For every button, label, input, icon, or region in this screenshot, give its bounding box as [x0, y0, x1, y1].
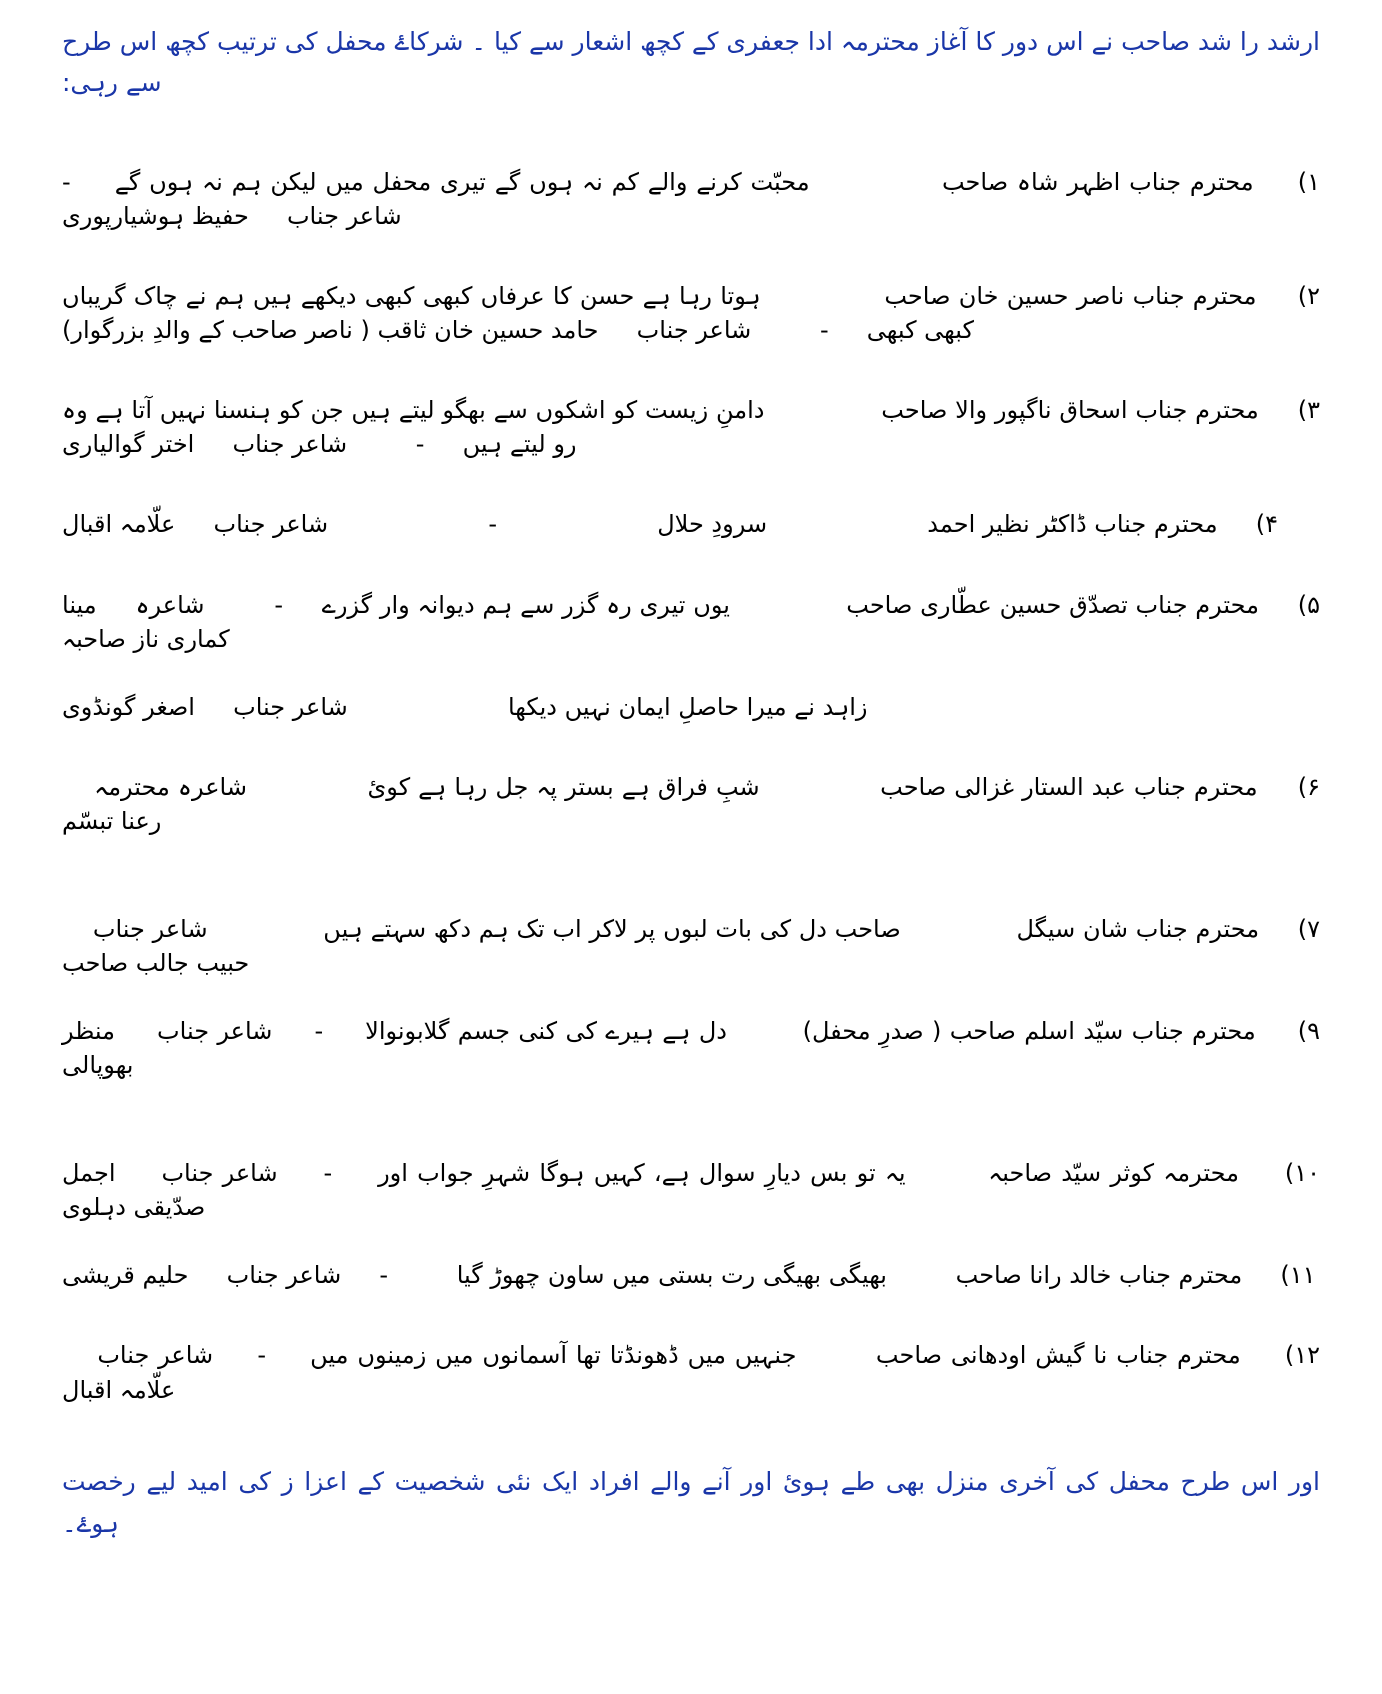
participant-entry-list [62, 165, 1320, 1407]
entry-presenter: محترم جناب خالد رانا صاحب [955, 1261, 1243, 1290]
entry-poet-label: شاعرہ [135, 590, 205, 619]
entry-poet: حفیظ ہوشیارپوری [62, 202, 249, 231]
entry-dash: - [62, 168, 71, 196]
entry-poet-label: شاعر جناب [286, 202, 402, 231]
entry-poet: اجمل صدّیقی دہلوی [62, 1159, 206, 1222]
entry-number: ۷) [1297, 914, 1321, 943]
entry-verse: سرودِ حلال [657, 510, 768, 539]
entry-poet-label: شاعر جناب [97, 1341, 214, 1370]
entry-number: ۵) [1297, 590, 1321, 619]
entry-verse: بھیگی بھیگی رت بستی میں ساون چھوڑ گیا [456, 1261, 887, 1290]
entry-dash: - [379, 1261, 389, 1290]
entry-poet-label: شاعر جناب [233, 692, 348, 721]
entry-verse: صاحب دل کی بات لبوں پر لاکر اب تک ہم دکھ سہتے ہیں [323, 914, 901, 943]
entry-poet: علّامہ اقبال [62, 510, 176, 539]
entry-12 [62, 1338, 1320, 1406]
entry-number: ۱۰) [1284, 1159, 1321, 1188]
entry-presenter: محترم جناب ڈاکٹر نظیر احمد [927, 510, 1218, 539]
entry-poet-label: شاعر جناب [92, 914, 208, 943]
outro-paragraph: اور اس طرح محفل کی آخری منزل بھی طے ہوئ اور آنے والے افراد ایک نئی شخصیت کے اعزا ز کی امید لیے رخصت ہوۓ۔ [62, 1466, 1320, 1539]
entry-presenter: محترم جناب ناصر حسین خان صاحب [884, 282, 1257, 311]
entry-dash: - [274, 590, 283, 619]
entry-verse: یوں تیری رہ گزر سے ہم دیوانہ وار گزرے [321, 590, 730, 619]
entry-verse: محبّت کرنے والے کم نہ ہوں گے تیری محفل میں لیکن ہم نہ ہوں گے [114, 168, 810, 196]
entry-poet: حامد حسین خان ثاقب ( ناصر صاحب کے والدِ بزرگوار) [62, 316, 599, 345]
entry-poet-label: شاعر جناب [213, 510, 329, 539]
entry-number: ۲) [1297, 282, 1320, 311]
entry-dash: - [323, 1159, 333, 1188]
entry-standalone-couplet [62, 690, 1320, 724]
entry-1 [62, 165, 1320, 233]
entry-poet: حبیب جالب صاحب [62, 949, 250, 978]
entry-number: ۱) [1297, 168, 1320, 196]
entry-poet-label: شاعر جناب [161, 1159, 278, 1188]
entry-poet: رعنا تبسّم [62, 806, 162, 835]
entry-9 [62, 1014, 1320, 1082]
entry-presenter: محترم جناب نا گیش اودھانی صاحب [875, 1341, 1241, 1370]
entry-presenter: محترم جناب سیّد اسلم صاحب ( صدرِ محفل) [802, 1017, 1256, 1046]
entry-11 [62, 1258, 1320, 1292]
entry-2 [62, 279, 1320, 347]
entry-dash: - [488, 510, 497, 539]
entry-verse: زاہد نے میرا حاصلِ ایمان نہیں دیکھا [507, 692, 868, 721]
entry-3 [62, 393, 1320, 461]
entry-poet-label: شاعر جناب [157, 1017, 273, 1046]
entry-dash: - [257, 1341, 266, 1370]
entry-poet: حلیم قریشی [62, 1261, 189, 1290]
entry-poet-label: شاعر جناب [636, 316, 752, 345]
entry-verse: دامنِ زیست کو اشکوں سے بھگو لیتے ہیں جن کو ہنسنا نہیں آتا ہے وہ رو لیتے ہیں [62, 396, 765, 459]
entry-number: ۱۲) [1284, 1341, 1321, 1370]
entry-10 [62, 1156, 1320, 1224]
entry-number: ۹) [1297, 1017, 1321, 1046]
entry-number: ۱۱) [1280, 1261, 1316, 1290]
entry-7 [62, 912, 1320, 980]
entry-dash: - [415, 430, 425, 459]
entry-verse: یہ تو بس دیارِ سوال ہے، کہیں ہوگا شہرِ جواب اور [378, 1159, 906, 1188]
entry-poet: منظر بھوپالی [62, 1017, 134, 1080]
entry-poet-label: شاعر جناب [226, 1261, 342, 1290]
entry-poet-label: شاعرہ محترمہ [94, 772, 247, 801]
entry-4 [62, 507, 1320, 541]
entry-poet-label: شاعر جناب [232, 430, 348, 459]
entry-presenter: محترم جناب تصدّق حسین عطّاری صاحب [846, 590, 1259, 619]
entry-poet: اصغر گونڈوی [62, 692, 195, 721]
entry-6 [62, 770, 1320, 838]
entry-presenter: محترم جناب عبد الستار غزالی صاحب [880, 772, 1258, 801]
entry-number: ۳) [1297, 396, 1320, 425]
entry-presenter: محترم جناب شان سیگل [1016, 914, 1260, 943]
entry-presenter: محترم جناب اظہر شاہ صاحب [941, 168, 1254, 196]
entry-verse: دل ہے ہیرے کی کنی جسم گلابونوالا [365, 1017, 727, 1046]
entry-poet: اختر گوالیاری [62, 430, 195, 459]
entry-number: ۶) [1297, 772, 1321, 801]
entry-verse: شبِ فراق ہے بستر پہ جل رہا ہے کوئ [367, 772, 760, 801]
entry-dash: - [819, 316, 829, 345]
entry-verse: ہوتا رہا ہے حسن کا عرفاں کبھی کبھی دیکھے ہیں ہم نے چاک گریباں کبھی کبھی [62, 282, 974, 345]
entry-number: ۴) [1255, 510, 1278, 539]
entry-poet: علّامہ اقبال [62, 1375, 176, 1404]
entry-5 [62, 588, 1320, 656]
entry-poet: مینا کماری ناز صاحبہ [62, 590, 230, 653]
entry-presenter: محترمہ کوثر سیّد صاحبہ [988, 1159, 1239, 1188]
entry-dash: - [314, 1017, 324, 1046]
entry-verse: جنہیں میں ڈھونڈتا تھا آسمانوں میں زمینوں میں [310, 1341, 797, 1370]
entry-presenter: محترم جناب اسحاق ناگپور والا صاحب [881, 396, 1259, 425]
intro-paragraph: ارشد را شد صاحب نے اس دور کا آغاز محترمہ ادا جعفری کے کچھ اشعار سے کیا ۔ شرکاۓ محفل کی ترتیب کچھ اس طرح سے رہی: [62, 27, 1320, 97]
